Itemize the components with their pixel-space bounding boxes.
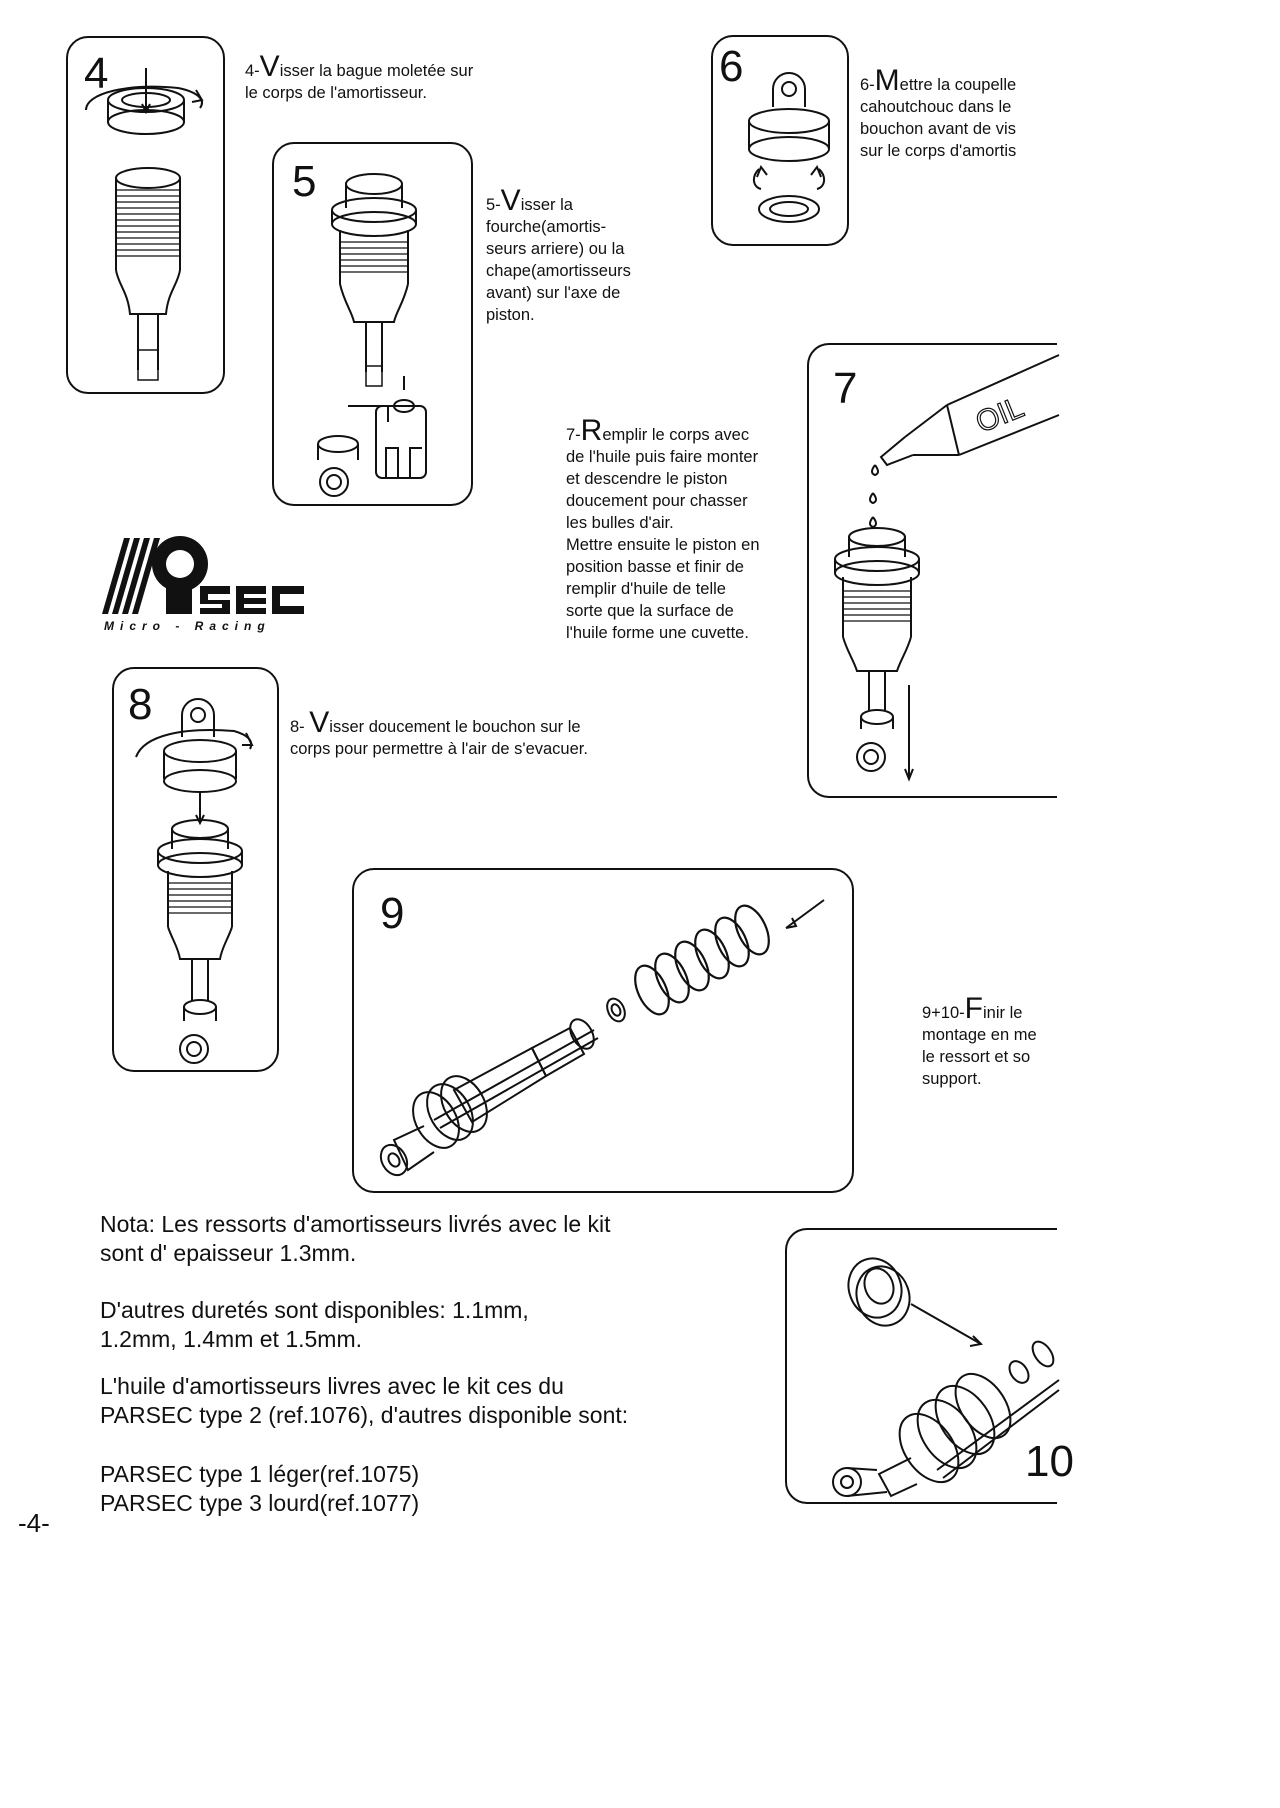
logo-tagline: Micro - Racing bbox=[104, 619, 271, 633]
step-9-number: 9 bbox=[380, 889, 405, 938]
step-6-initial: M bbox=[874, 64, 900, 97]
step-7-number: 7 bbox=[833, 364, 858, 413]
note-spring-options: D'autres duretés sont disponibles: 1.1mm, 1.2mm, 1.4mm et 1.5mm. bbox=[100, 1297, 529, 1352]
fork-clevis-illustration bbox=[274, 144, 475, 508]
oil-label: OIL bbox=[971, 390, 1029, 440]
step-8-initial: V bbox=[309, 706, 330, 739]
step-7-panel bbox=[807, 343, 1057, 798]
step-7-initial: R bbox=[580, 414, 603, 447]
step-9-10-initial: F bbox=[964, 992, 983, 1025]
note-spring-thickness: Nota: Les ressorts d'amortisseurs livrés avec le kit sont d' epaisseur 1.3mm. bbox=[100, 1211, 611, 1266]
step-5-initial: V bbox=[500, 184, 521, 217]
step-5-panel bbox=[272, 142, 473, 506]
cap-washer-illustration bbox=[713, 37, 851, 248]
parsec-logo-icon bbox=[100, 532, 310, 622]
spring-assembly-illustration bbox=[354, 870, 856, 1195]
oil-tube-illustration bbox=[809, 345, 1059, 800]
step-4-number: 4 bbox=[84, 49, 109, 98]
step-10-panel bbox=[785, 1228, 1074, 1504]
step-4-initial: V bbox=[259, 50, 280, 83]
cap-screw-illustration bbox=[114, 669, 281, 1074]
step-4-text: 4-Visser la bague moletée sur le corps de l'amortisseur. bbox=[245, 50, 474, 102]
step-9-panel bbox=[352, 868, 854, 1193]
step-8-panel bbox=[112, 667, 279, 1072]
step-8-number: 8 bbox=[128, 680, 153, 729]
note-oil-type: L'huile d'amortisseurs livres avec le kit ces du PARSEC type 2 (ref.1076), d'autres disponible sont: bbox=[100, 1373, 629, 1428]
step-7-text: 7-Remplir le corps avec de l'huile puis faire monter et descendre le piston doucement pour chasser les bulles d'air. Mettre ensuite le piston en position basse et finir de remplir d'huile de telle sorte que la surface de l'huile forme une cuvette. bbox=[566, 414, 760, 642]
step-5-text: 5-Visser la fourche(amortis- seurs arriere) ou la chape(amortisseurs avant) sur l'axe de piston. bbox=[486, 184, 631, 324]
step-6-text: 6-Mettre la coupelle cahoutchouc dans le bouchon avant de vis sur le corps d'amortis bbox=[860, 64, 1017, 160]
step-9-10-text: 9+10-Finir le montage en me le ressort et so support. bbox=[922, 992, 1037, 1088]
page-number: -4- bbox=[18, 1508, 50, 1538]
step-4-panel bbox=[66, 36, 225, 394]
note-oil-options: PARSEC type 1 léger(ref.1075) PARSEC type 3 lourd(ref.1077) bbox=[100, 1461, 420, 1516]
step-5-number: 5 bbox=[292, 157, 317, 206]
step-6-panel bbox=[711, 35, 849, 246]
spring-retainer-illustration bbox=[787, 1230, 1059, 1506]
step-8-text: 8- Visser doucement le bouchon sur le corps pour permettre à l'air de s'evacuer. bbox=[290, 706, 588, 758]
step-10-number: 10 bbox=[1025, 1437, 1074, 1486]
step-6-number: 6 bbox=[719, 42, 744, 91]
shock-body-illustration bbox=[68, 38, 227, 396]
